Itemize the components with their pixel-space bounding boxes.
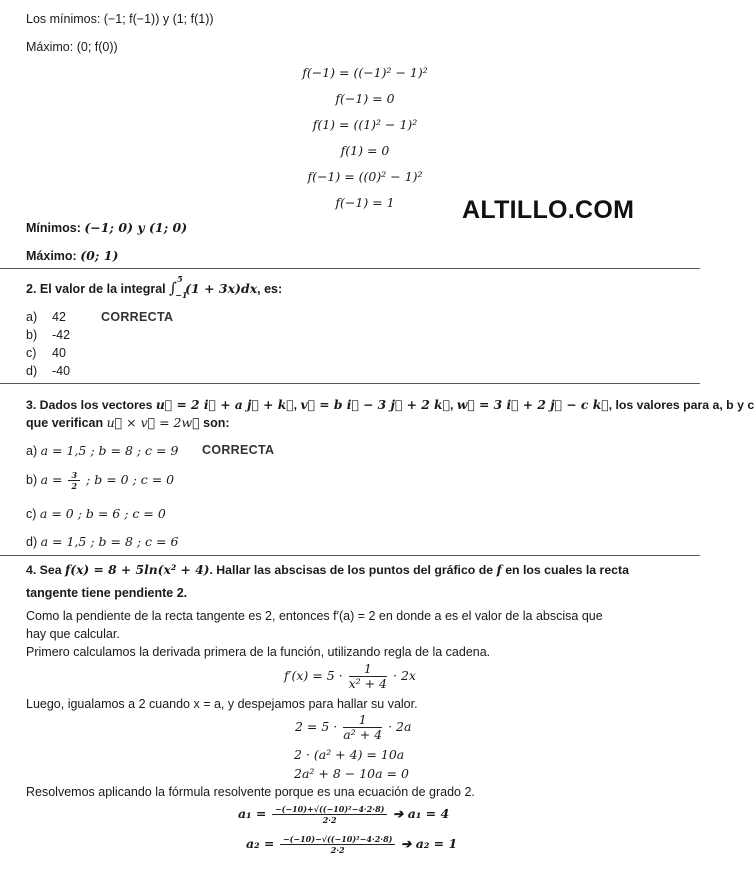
- q4-paragraph-4: Resolvemos aplicando la fórmula resolvente porque es una ecuación de grado 2.: [26, 785, 475, 799]
- step1-fraction: [343, 713, 382, 742]
- equation-3: f(1) = ((1)² − 1)²: [312, 117, 418, 132]
- minimos-line: Los mínimos: (−1; f(−1)) y (1; f(1)): [26, 12, 214, 26]
- derivative-formula: [284, 662, 416, 691]
- fraction-denominator: a² + 4: [343, 727, 383, 742]
- step1-lhs: 2 = 5 ·: [295, 719, 338, 734]
- fraction-numerator: −(−10)−√((−10)²−4·2·8): [280, 834, 396, 845]
- fraction-denominator: x² + 4: [348, 676, 388, 691]
- correct-tag: CORRECTA: [202, 443, 275, 457]
- divider-3: [0, 555, 700, 556]
- option-text-start: a =: [40, 471, 67, 487]
- root-a1: [238, 804, 449, 825]
- q3-option-d: [26, 534, 178, 549]
- q3-option-a: [26, 443, 275, 458]
- equation-step-3: 2a² + 8 − 10a = 0: [294, 766, 409, 781]
- integral-upper: 5: [177, 274, 183, 284]
- q3-prompt-line2: [26, 415, 230, 430]
- fraction-numerator: 3: [68, 470, 80, 481]
- integral-sign: ∫: [169, 279, 177, 297]
- q2-prompt-start: 2. El valor de la integral: [26, 282, 170, 296]
- q3-line2-start: que verifican: [26, 416, 107, 430]
- vector-v: v⃗ = b i⃗ − 3 j⃗ + 2 k⃗: [300, 397, 450, 412]
- fraction-numerator: 1: [343, 713, 382, 728]
- derivative-rhs: · 2x: [393, 668, 416, 683]
- maximo-line: Máximo: (0; f(0)): [26, 40, 118, 54]
- equation-1: f(−1) = ((−1)² − 1)²: [302, 65, 428, 80]
- option-letter: d): [26, 535, 38, 549]
- q2-option-a: [26, 310, 174, 324]
- equation-step-2: 2 · (a² + 4) = 10a: [294, 747, 405, 762]
- q3-line2-end: son:: [199, 416, 230, 430]
- integral-symbol: [169, 274, 188, 300]
- q3-prompt-start: 3. Dados los vectores: [26, 398, 156, 412]
- vector-u: u⃗ = 2 i⃗ + a j⃗ + k⃗: [155, 397, 294, 412]
- root-a1-result: ➔ a₁ = 4: [392, 805, 450, 821]
- q3-option-c: [26, 506, 166, 521]
- root-a2-fraction: [280, 834, 396, 855]
- option-letter: b): [26, 328, 38, 342]
- fraction-denominator: 2: [71, 481, 78, 491]
- q4-title-mid: . Hallar las abscisas de los puntos del gráfico de: [209, 563, 497, 577]
- equation-step-1: [295, 713, 411, 742]
- equation-6: f(−1) = 1: [335, 195, 395, 210]
- fraction: [68, 470, 80, 491]
- equation-4: f(1) = 0: [340, 143, 390, 158]
- vector-w: w⃗ = 3 i⃗ + 2 j⃗ − c k⃗: [456, 397, 609, 412]
- q4-paragraph-1b: hay que calcular.: [26, 627, 120, 641]
- minimos-result: [26, 220, 187, 235]
- integral-lower: −1: [175, 290, 188, 300]
- function-definition: f(x) = 8 + 5ln(x² + 4): [64, 562, 210, 577]
- minimos-label: Mínimos:: [26, 221, 81, 235]
- derivative-lhs: f′(x) = 5 ·: [284, 668, 343, 683]
- q4-title-line2: tangente tiene pendiente 2.: [26, 586, 188, 600]
- q2-option-d: [26, 364, 71, 378]
- maximo-label: Máximo:: [26, 249, 77, 263]
- watermark-logo: ALTILLO.COM: [462, 196, 635, 224]
- option-letter: d): [26, 364, 38, 378]
- option-text-end: ; b = 0 ; c = 0: [82, 471, 175, 487]
- q4-paragraph-3: Luego, igualamos a 2 cuando x = a, y despejamos para hallar su valor.: [26, 697, 418, 711]
- option-letter: b): [26, 472, 38, 487]
- root-a2-lhs: a₂ =: [246, 835, 275, 851]
- option-text: -42: [52, 328, 71, 342]
- q4-paragraph-2: Primero calculamos la derivada primera de la función, utilizando regla de la cadena.: [26, 645, 491, 659]
- integrand: (1 + 3x)dx: [185, 281, 258, 296]
- derivative-fraction: [349, 662, 387, 691]
- fraction-numerator: 1: [349, 662, 387, 677]
- fraction-numerator: −(−10)+√((−10)²−4·2·8): [272, 804, 388, 815]
- option-letter: a): [26, 444, 38, 458]
- option-text: a = 0 ; b = 6 ; c = 0: [39, 506, 166, 521]
- root-a2-result: ➔ a₂ = 1: [400, 835, 458, 851]
- maximo-result: [26, 248, 118, 263]
- equation-5: f(−1) = ((0)² − 1)²: [307, 169, 423, 184]
- q2-prompt-end: , es:: [257, 282, 283, 296]
- q4-title-start: 4. Sea: [26, 563, 65, 577]
- option-text: 42: [52, 310, 66, 324]
- q3-prompt-end: , los valores para a, b y c: [608, 398, 754, 412]
- fraction-denominator: 2·2: [322, 815, 337, 825]
- divider-1: [0, 268, 700, 269]
- q4-title-end: en los cuales la recta: [501, 563, 629, 577]
- q2-prompt: [26, 274, 283, 300]
- option-text: -40: [52, 364, 71, 378]
- minimos-value: (−1; 0) y (1; 0): [84, 220, 188, 235]
- q2-option-c: [26, 346, 66, 360]
- option-letter: a): [26, 310, 38, 324]
- q4-title-line1: [26, 562, 629, 577]
- step1-rhs: · 2a: [388, 719, 412, 734]
- cross-product: u⃗ × v⃗ = 2w⃗: [106, 415, 200, 430]
- function-symbol: f: [496, 562, 502, 577]
- root-a2: [246, 834, 457, 855]
- root-a1-lhs: a₁ =: [238, 805, 267, 821]
- option-text: a = 1,5 ; b = 8 ; c = 6: [40, 534, 179, 549]
- option-text: a = 1,5 ; b = 8 ; c = 9: [40, 443, 179, 458]
- q2-option-b: [26, 328, 71, 342]
- correct-tag: CORRECTA: [101, 310, 174, 324]
- root-a1-fraction: [272, 804, 388, 825]
- q3-option-b: [26, 470, 174, 491]
- option-letter: c): [26, 346, 37, 360]
- q4-paragraph-1: Como la pendiente de la recta tangente es 2, entonces f′(a) = 2 en donde a es el valor de la abscisa que: [26, 609, 603, 623]
- equation-2: f(−1) = 0: [335, 91, 395, 106]
- fraction-denominator: 2·2: [330, 845, 345, 855]
- divider-2: [0, 383, 700, 384]
- option-letter: c): [26, 507, 37, 521]
- option-text: 40: [52, 346, 66, 360]
- q3-prompt-line1: 3. Dados los vectores u⃗ = 2 i⃗ + a j⃗ + k⃗, v⃗ = b i⃗ − 3 j⃗ + 2 k⃗, w⃗ = 3 i⃗ + 2 j⃗ − c k⃗, los valores para a, b y c: [26, 397, 754, 412]
- maximo-value: (0; 1): [80, 248, 119, 263]
